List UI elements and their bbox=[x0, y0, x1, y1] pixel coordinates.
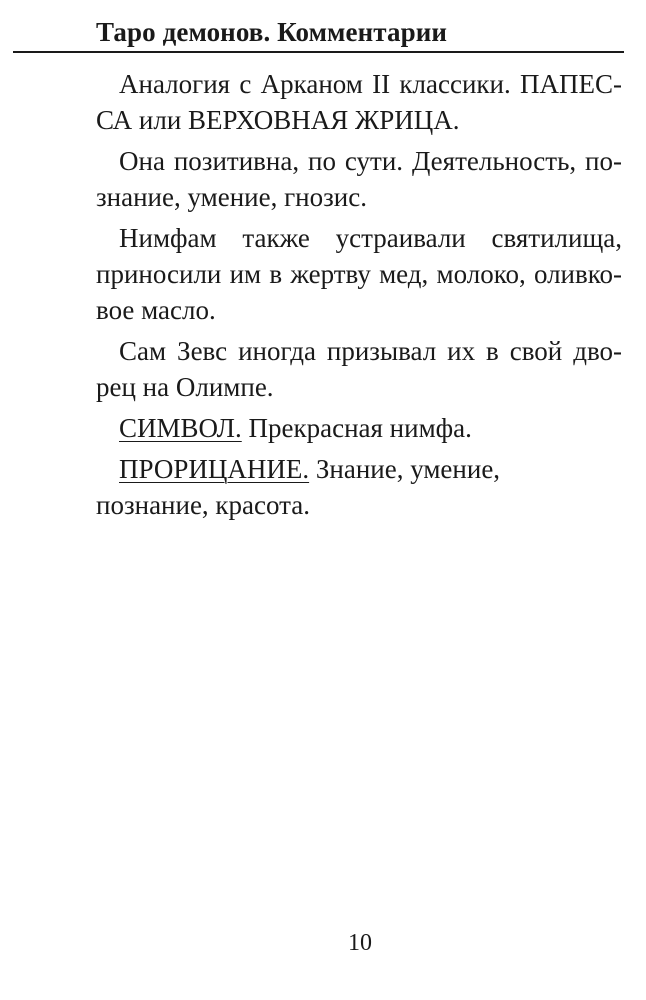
paragraph-zeus-olympus bbox=[96, 333, 622, 405]
text-line: Нимфам также устраивали святилища, bbox=[119, 223, 622, 253]
paragraph-nymph-sanctuaries bbox=[96, 220, 622, 328]
paragraph-symbol bbox=[96, 410, 622, 446]
paragraph-positive-meaning bbox=[96, 143, 622, 215]
text-line: СА или ВЕРХОВНАЯ ЖРИЦА. bbox=[96, 105, 460, 135]
paragraph-arcana-analogy bbox=[96, 66, 622, 138]
running-header-title: Таро демонов. Комментарии bbox=[96, 17, 448, 47]
text-line: рец на Олимпе. bbox=[96, 372, 274, 402]
text-line: познание, красота. bbox=[96, 490, 311, 520]
text-line: знание, умение, гнозис. bbox=[96, 182, 367, 212]
text-line: Сам Зевс иногда призывал их в свой дво- bbox=[119, 336, 622, 366]
paragraph-prediction bbox=[96, 451, 622, 523]
text-line bbox=[96, 410, 622, 446]
text-line: вое масло. bbox=[96, 295, 216, 325]
text-line: Аналогия с Арканом II классики. ПАПЕС- bbox=[119, 69, 622, 99]
symbol-label: СИМВОЛ. bbox=[119, 413, 242, 443]
prediction-label: ПРОРИЦАНИЕ. bbox=[119, 454, 310, 484]
text-line: Она позитивна, по сути. Деятельность, по- bbox=[119, 146, 622, 176]
symbol-text: Прекрасная нимфа. bbox=[241, 413, 472, 443]
text-line: приносили им в жертву мед, молоко, оливко- bbox=[96, 259, 622, 289]
text-line bbox=[96, 451, 622, 487]
page-number: 10 bbox=[348, 930, 372, 956]
header-rule bbox=[13, 51, 624, 53]
page-body bbox=[96, 66, 622, 523]
prediction-text: Знание, умение, bbox=[309, 454, 501, 484]
